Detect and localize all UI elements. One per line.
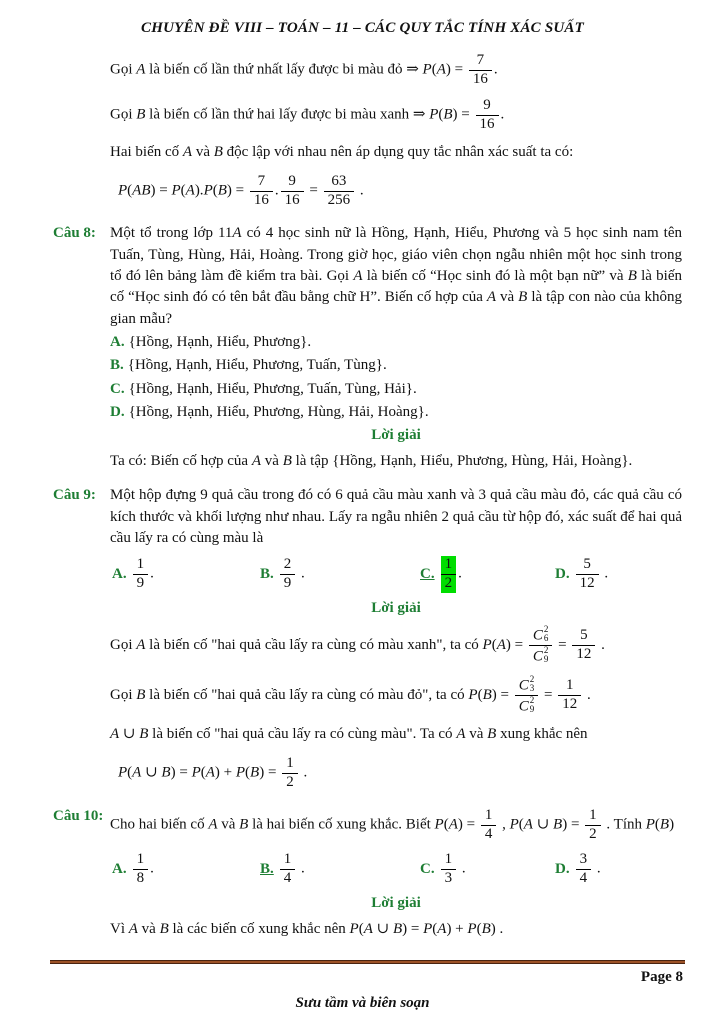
denominator: 12 [576,574,599,593]
text-run: . [493,61,498,78]
text-run: độc lập với nhau nên áp dụng quy tắc nhân xác suất ta có: [222,143,574,160]
math-var: P [203,182,213,199]
answer-option [555,850,682,888]
fraction [281,173,304,209]
text-run: và [465,726,488,743]
footer-divider [50,960,685,964]
denominator: 16 [250,191,273,210]
answer-options-row [112,850,682,888]
text-run: ( [438,107,444,123]
fraction [441,851,457,887]
math-var: B [481,920,491,937]
text-run: ( [212,182,218,199]
numerator: 3 [579,851,588,868]
text-run: ) = [505,636,527,653]
math-var: B [239,816,249,833]
math-var: A [110,726,120,743]
fraction [280,556,296,592]
text-run: . [593,860,601,877]
numerator: 1 [283,851,292,868]
math-var: B [161,765,171,782]
text-run: ) = [150,182,172,199]
math-var: A [523,816,533,833]
answer-option [420,850,555,888]
answer-option [260,850,420,888]
option-letter: D. [110,403,125,420]
answer-option [112,555,260,593]
math-var: P [468,686,478,703]
answer-option [110,379,682,400]
text-run: là biến cố “Học sinh đó là một bạn nữ” và [362,268,628,285]
math-var: B [136,107,146,123]
option-letter: B. [110,357,124,374]
text-run: ( [180,182,186,199]
page-header-title: CHUYÊN ĐỀ VIII – TOÁN – 11 – CÁC QUY TẮC TÍNH XÁC SUẤT [141,20,584,36]
math-var: A [436,61,446,78]
math-var: A [205,765,215,782]
math-var: A [128,920,138,937]
text-run: ( [491,636,497,653]
text-run: có 4 học sinh nữ là Hồng, Hạnh, Hiểu, Phương và 5 học sinh nam tên Tuấn, Tùng, Hùng, Hải, Hoàng. Trong giờ học, giáo viên chọn ngẫu nhiên một học sinh trong tổ đó lên bảng làm đề kiểm tra bài. Gọi [110,225,682,285]
numerator: 1 [484,806,493,823]
math-var: P [434,816,444,833]
text-run: ( [654,816,660,833]
text-run: là biến cố "hai quả cầu lấy ra có cùng màu". Ta có [148,726,457,743]
text-run: . [356,182,364,199]
text-run: xung khắc nên [496,726,588,743]
math-var: A [232,225,242,242]
answer-option [555,555,682,593]
math-var: A [185,182,195,199]
text-run: ( [431,61,437,78]
text-run: là biến cố lần thứ hai lấy được bi màu xanh ⇒ [145,107,430,123]
scripts [530,675,535,694]
text-run: ( [477,686,483,703]
question-label: Câu 9: [53,487,96,504]
text-run: Một tổ trong lớp 11 [110,225,233,242]
text-run: {Hồng, Hạnh, Hiểu, Phương, Tuấn, Tùng, Hải}. [128,380,417,397]
math-var: A [251,453,262,470]
combination-symbol [533,646,549,666]
math-var: B [139,726,149,743]
fraction [133,851,149,887]
denominator: 8 [133,869,149,888]
math-var: P [118,765,128,782]
text-run: {Hồng, Hạnh, Hiểu, Phương, Tuấn, Tùng}. [127,357,387,374]
text-run: ) + [446,920,468,937]
text-run: Ta có: Biến cố hợp của [110,453,252,470]
text-run: Vì [110,920,129,937]
math-var: P [509,816,519,833]
text-run: . [600,565,609,582]
numerator: 9 [288,173,296,190]
option-letter: A. [112,860,127,877]
subscript: 9 [529,704,535,715]
fraction [441,556,457,592]
math-var: C [532,627,543,644]
option-letter: C. [420,565,435,582]
fraction [585,807,601,843]
denominator: 4 [576,869,592,888]
text-run: ( [127,765,133,782]
text-run: Gọi [110,107,137,123]
numerator: 5 [580,627,588,644]
text-run: ( [127,182,133,199]
math-var: P [423,920,433,937]
denominator: 2 [585,825,601,844]
text-run: ) = [226,182,248,199]
fraction [576,851,592,887]
text-run: là hai biến cố xung khắc. Biết [248,816,435,833]
math-var: A [496,636,506,653]
solution-heading: Lời giải [371,894,421,911]
denominator: 2 [282,773,298,792]
text-run: là tập {Hồng, Hạnh, Hiểu, Phương, Hùng, Hải, Hoàng}. [291,453,633,470]
text-run: {Hồng, Hạnh, Hiểu, Phương}. [128,333,312,350]
subscript: 6 [543,633,549,644]
subscript: 9 [543,654,549,665]
math-var: A [486,289,497,306]
text-run: . [274,182,279,199]
solution-heading: Lời giải [371,427,421,444]
math-var: C [532,648,543,665]
solution-heading: Lời giải [371,599,421,616]
fraction [481,807,497,843]
denominator: 9 [133,574,149,593]
text-run: ∪ [141,765,162,782]
answer-option [110,402,682,423]
option-letter: A. [110,333,125,350]
paragraph [110,51,682,89]
text-run: Gọi [110,61,137,78]
math-var: P [118,182,128,199]
denominator: 16 [476,115,499,134]
math-var: B [659,816,670,833]
text-run: và [496,289,519,306]
page-footer [0,960,725,1012]
fraction [476,97,499,133]
text-run: ) . [490,920,504,937]
answer-option [260,555,420,593]
text-run: và [217,816,240,833]
text-run: ) = [402,920,424,937]
formula-line [118,172,682,210]
fraction [572,627,595,663]
text-run: . [500,107,505,123]
math-var: P [235,765,246,782]
text-run: và [261,453,283,470]
math-var: C [518,698,529,715]
math-var: P [645,816,655,833]
answer-option [112,850,260,888]
superscript: 2 [529,673,535,684]
text-run: . [458,860,466,877]
page-number: Page 8 [640,969,683,985]
fraction [515,675,539,716]
numerator: 7 [476,52,485,68]
math-var: P [171,182,181,199]
text-run: . [150,565,154,582]
superscript: 2 [543,623,549,634]
text-run: . [297,565,305,582]
text-run: và [137,920,160,937]
question-label: Câu 8: [53,225,96,242]
scripts [530,696,535,715]
math-var: B [627,268,637,285]
numerator [515,675,539,695]
answer-option [110,355,682,376]
math-var: B [213,143,223,160]
numerator: 2 [283,556,292,573]
denominator: 4 [280,869,296,888]
text-run: ) + [214,765,236,782]
option-letter: C. [420,860,435,877]
text-run: ∪ [119,726,140,743]
math-var: B [443,107,453,123]
option-letter: D. [555,860,570,877]
math-var: P [349,920,359,937]
text-run: Gọi [110,636,137,653]
text-run: ) = [491,686,513,703]
option-letter: B. [260,565,274,582]
math-var: A [353,268,363,285]
text-run: ( [476,920,482,937]
math-var: A [136,636,146,653]
denominator: 12 [572,645,595,664]
numerator: 7 [257,173,266,190]
math-var: P [482,636,492,653]
text-run: và [192,143,214,160]
denominator: 9 [280,574,296,593]
superscript: 2 [529,695,535,706]
numerator [529,625,553,645]
numerator: 5 [583,556,591,573]
math-var: B [159,920,169,937]
text-run: = [540,686,557,703]
text-run: ∪ [532,816,554,833]
math-var: B [250,765,260,782]
subscript: 3 [529,683,535,694]
text-run: ) [669,816,675,833]
fraction [250,173,273,209]
text-run: là các biến cố xung khắc nên [168,920,350,937]
math-var: B [553,816,563,833]
text-run: . [583,686,591,703]
fraction [282,755,298,791]
text-run: là tập con nào của không gian mẫu? [110,289,682,327]
text-run: , [498,816,510,833]
fraction [324,173,355,209]
fraction [529,625,553,666]
superscript: 2 [543,644,549,655]
numerator: 1 [444,556,453,573]
numerator: 1 [565,677,574,694]
text-run: . [297,860,305,877]
paragraph [110,142,682,163]
question-block [53,223,682,329]
text-run: . [597,636,605,653]
text-run: {Hồng, Hạnh, Hiểu, Phương, Hùng, Hải, Hoàng}. [128,403,429,420]
math-var: A [132,765,142,782]
text-run: ( [200,765,206,782]
math-var: A [437,920,447,937]
scripts [544,625,549,644]
numerator: 63 [331,173,347,190]
formula-line [118,754,682,792]
text-run: là biến cố lần thứ nhất lấy được bi màu đỏ ⇒ [145,61,423,78]
text-run: = [554,636,571,653]
text-run: . [299,765,308,782]
option-letter: A. [112,565,127,582]
denominator: 2 [441,574,457,593]
option-letter: B. [260,860,274,877]
denominator: 256 [324,191,355,210]
text-run: Cho hai biến cố [110,816,209,833]
combination-symbol [519,675,535,695]
numerator: 1 [136,556,145,573]
math-var: P [467,920,477,937]
text-run: Một hộp đựng 9 quả cầu trong đó có 6 quả cầu màu xanh và 3 quả cầu màu đỏ, các quả cầu có kích thước và khối lượng như nhau. Lấy ra ngẫu nhiên 2 quả cầu từ hộp đó, xác suất để hai quả cầu lấy ra có cùng màu là [110,487,682,546]
math-var: B [217,182,227,199]
text-run: ( [518,816,524,833]
text-run: ). [194,182,204,199]
text-run: ) = [457,816,479,833]
denominator: 16 [469,70,492,89]
denominator: 4 [481,825,497,844]
option-letter: D. [555,565,570,582]
paragraph [110,919,682,940]
math-var: P [422,61,432,78]
math-var: A [182,143,193,160]
paragraph [110,96,682,134]
math-var: AB [132,182,151,199]
numerator: 1 [589,806,597,823]
paragraph [110,674,682,717]
question-label: Câu 10: [53,807,104,824]
text-run: . [458,565,462,582]
fraction [576,556,599,592]
math-var: B [487,726,497,743]
math-var: B [518,289,528,306]
math-var: A [136,61,146,78]
text-run: là biến cố “Học sinh đó có tên bắt đầu bằng chữ H”. Biến cố hợp của [110,268,682,306]
text-run: ) = [452,107,474,123]
numerator: 1 [444,851,453,868]
text-run: ) = [259,765,281,782]
math-var: B [136,686,146,703]
text-run: ( [358,920,364,937]
denominator [529,645,553,666]
denominator: 3 [441,869,457,888]
combination-symbol [533,625,549,645]
fraction [558,677,581,713]
text-run: ) = [170,765,192,782]
math-var: B [392,920,403,937]
math-var: B [482,686,492,703]
fraction [280,851,296,887]
footer-credit: Sưu tầm và biên soạn [295,995,430,1011]
math-var: B [282,453,292,470]
paragraph [110,724,682,745]
question-block [53,485,682,549]
text-run: . [150,860,154,877]
math-var: A [448,816,458,833]
text-run: ∪ [372,920,393,937]
math-var: A [456,726,466,743]
denominator: 12 [558,695,581,714]
combination-symbol [519,696,535,716]
math-var: P [429,107,439,123]
math-var: C [518,677,529,694]
denominator [515,695,539,716]
text-run: ( [432,920,438,937]
text-run: = [305,182,322,199]
answer-option [420,555,555,593]
fraction [133,556,149,592]
fraction [469,52,492,88]
option-letter: C. [110,380,125,397]
text-run: ( [443,816,449,833]
content [0,51,725,940]
scripts [544,646,549,665]
text-run: . Tính [602,816,646,833]
text-run: là biến cố "hai quả cầu lấy ra cùng có màu đỏ", ta có [145,686,469,703]
numerator: 9 [483,97,491,114]
text-run: Hai biến cố [110,143,183,160]
text-run: ) = [445,61,467,78]
numerator: 1 [286,755,294,772]
math-var: P [191,765,201,782]
text-run: Gọi [110,686,137,703]
answer-options-row [112,555,682,593]
math-var: A [363,920,373,937]
paragraph [110,624,682,667]
text-run: ( [245,765,251,782]
math-var: A [208,816,218,833]
text-run: ) = [562,816,584,833]
question-block [53,806,682,844]
answer-option [110,332,682,353]
paragraph [110,451,682,472]
denominator: 16 [281,191,304,210]
text-run: là biến cố "hai quả cầu lấy ra cùng có màu xanh", ta có [145,636,483,653]
numerator: 1 [136,851,145,868]
